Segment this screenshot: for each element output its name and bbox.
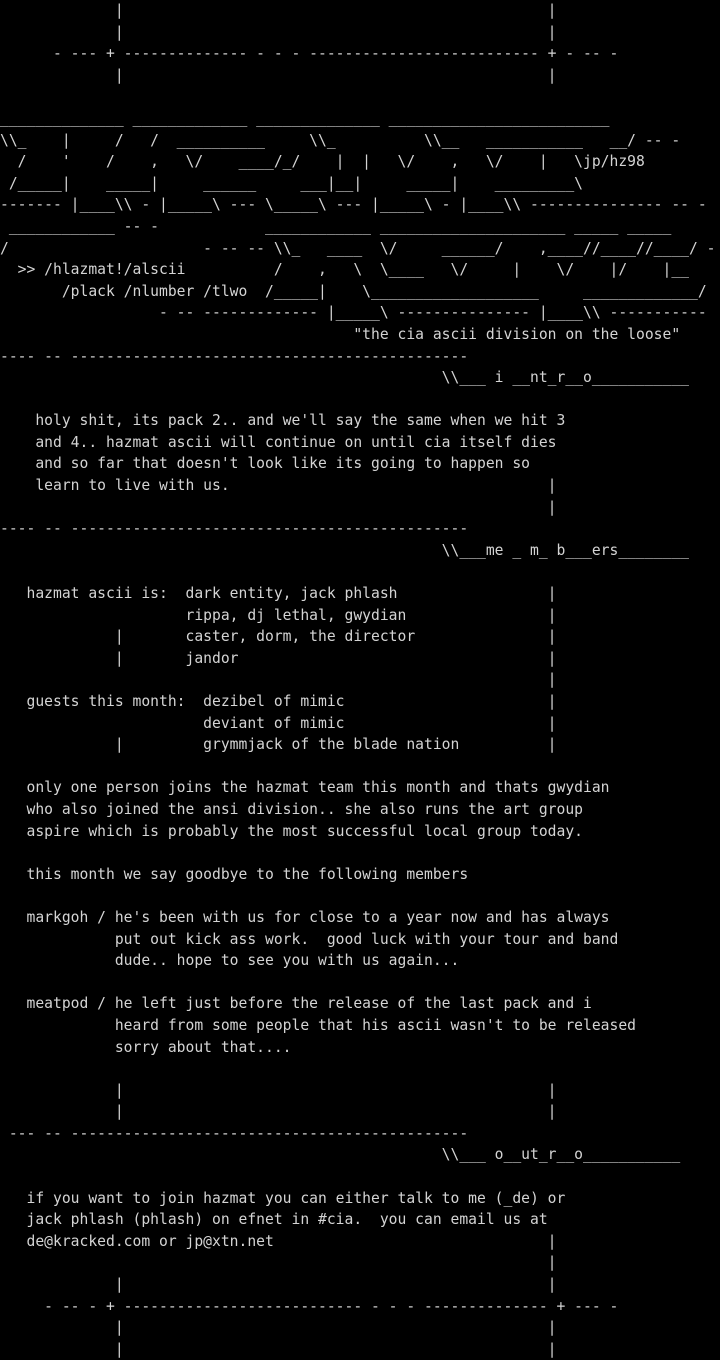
ascii-line: ____________ -- - ____________ _____________________ _____ _____ <box>0 216 672 235</box>
ascii-line <box>0 885 720 907</box>
ascii-line: - --- + -------------- - - - -------------------------- + - -- - <box>0 44 619 63</box>
ascii-line: | | <box>0 1339 557 1358</box>
ascii-line: | jandor | <box>0 648 557 667</box>
ascii-line <box>0 561 720 583</box>
ascii-line: de@kracked.com or jp@xtn.net | <box>0 1231 557 1250</box>
ascii-line: holy shit, its pack 2.. and we'll say the same when we hit 3 <box>0 411 566 430</box>
ascii-line: | | <box>0 65 557 84</box>
ascii-line: sorry about that.... <box>0 1037 292 1056</box>
ascii-line: | | <box>0 22 557 41</box>
ascii-line: hazmat ascii is: dark entity, jack phlash | <box>0 584 557 603</box>
ascii-line: \\___ i __nt_r__o___________ <box>0 368 690 387</box>
ascii-line: | | <box>0 1080 557 1099</box>
ascii-line: this month we say goodbye to the following members <box>0 864 469 883</box>
ascii-line: ______________ _____________ ______________ _________________________ <box>0 108 610 127</box>
ascii-line: | | <box>0 1 557 19</box>
ascii-line: ---- -- --------------------------------------------- <box>0 346 469 365</box>
ascii-line: meatpod / he left just before the release of the last pack and i <box>0 994 592 1013</box>
ascii-line: "the cia ascii division on the loose" <box>0 324 681 343</box>
ascii-line: put out kick ass work. good luck with your tour and band <box>0 929 619 948</box>
ascii-line: >> /hlazmat!/alscii / , \ \____ \/ | \/ |/ |__ <box>0 260 690 279</box>
ascii-line: aspire which is probably the most successful local group today. <box>0 821 584 840</box>
ascii-line: ------- |____\\ - |_____\ --- \_____\ --- |_____\ - |____\\ --------------- -- - <box>0 195 707 214</box>
ascii-line: | | <box>0 1275 557 1294</box>
ascii-line: if you want to join hazmat you can either talk to me (_de) or <box>0 1188 566 1207</box>
ascii-line: \\___me _ m_ b___ers________ <box>0 540 690 559</box>
ascii-line: | <box>0 1253 557 1272</box>
ascii-line: jack phlash (phlash) on efnet in #cia. you can email us at <box>0 1210 548 1229</box>
ascii-line: --- -- --------------------------------------------- <box>0 1123 469 1142</box>
ascii-line: markgoh / he's been with us for close to a year now and has always <box>0 907 610 926</box>
ascii-line <box>0 389 720 411</box>
ascii-line: who also joined the ansi division.. she also runs the art group <box>0 799 584 818</box>
ascii-line: /_____| _____| ______ ___|__| _____| _________\ <box>0 173 584 192</box>
ascii-line <box>0 756 720 778</box>
ascii-line: - -- - + --------------------------- - - - -------------- + --- - <box>0 1296 619 1315</box>
ascii-line: / ' / , \/ ____/_/ | | \/ , \/ | \jp/hz98 <box>0 152 645 171</box>
ascii-line: and 4.. hazmat ascii will continue on until cia itself dies <box>0 432 557 451</box>
ascii-line <box>0 1058 720 1080</box>
ascii-line: learn to live with us. | <box>0 476 557 495</box>
ascii-line: guests this month: dezibel of mimic | <box>0 692 557 710</box>
ascii-line: \\_ | / / __________ \\_ \\__ ___________ __/ -- - <box>0 130 681 149</box>
ascii-line: | <box>0 670 557 689</box>
ascii-line <box>0 842 720 864</box>
ascii-line <box>0 86 720 108</box>
ascii-line: and so far that doesn't look like its going to happen so <box>0 454 531 473</box>
ascii-line: ---- -- --------------------------------------------- <box>0 519 469 538</box>
ascii-line: rippa, dj lethal, gwydian | <box>0 605 557 624</box>
ascii-line: - -- ------------- |_____\ --------------- |____\\ ----------- <box>0 303 707 322</box>
ascii-line: deviant of mimic | <box>0 713 557 732</box>
ascii-line: only one person joins the hazmat team this month and thats gwydian <box>0 778 610 797</box>
ascii-line: | | <box>0 1318 557 1337</box>
ascii-line: | | <box>0 1102 557 1121</box>
ascii-line: heard from some people that his ascii wasn't to be released <box>0 1015 637 1034</box>
ascii-line <box>0 972 720 994</box>
ascii-line: / - -- -- \\_ ____ \/ ______/ ,____//____//____/ - <box>0 238 716 257</box>
ascii-line: /plack /nlumber /tlwo /_____| \___________________ _____________/ <box>0 281 707 300</box>
ascii-line: | caster, dorm, the director | <box>0 627 557 646</box>
ascii-line <box>0 1166 720 1188</box>
ascii-line: | grymmjack of the blade nation | <box>0 735 557 754</box>
ascii-line: | <box>0 497 557 516</box>
ascii-line: \\___ o__ut_r__o___________ <box>0 1145 681 1164</box>
ascii-line: dude.. hope to see you with us again... <box>0 951 460 970</box>
